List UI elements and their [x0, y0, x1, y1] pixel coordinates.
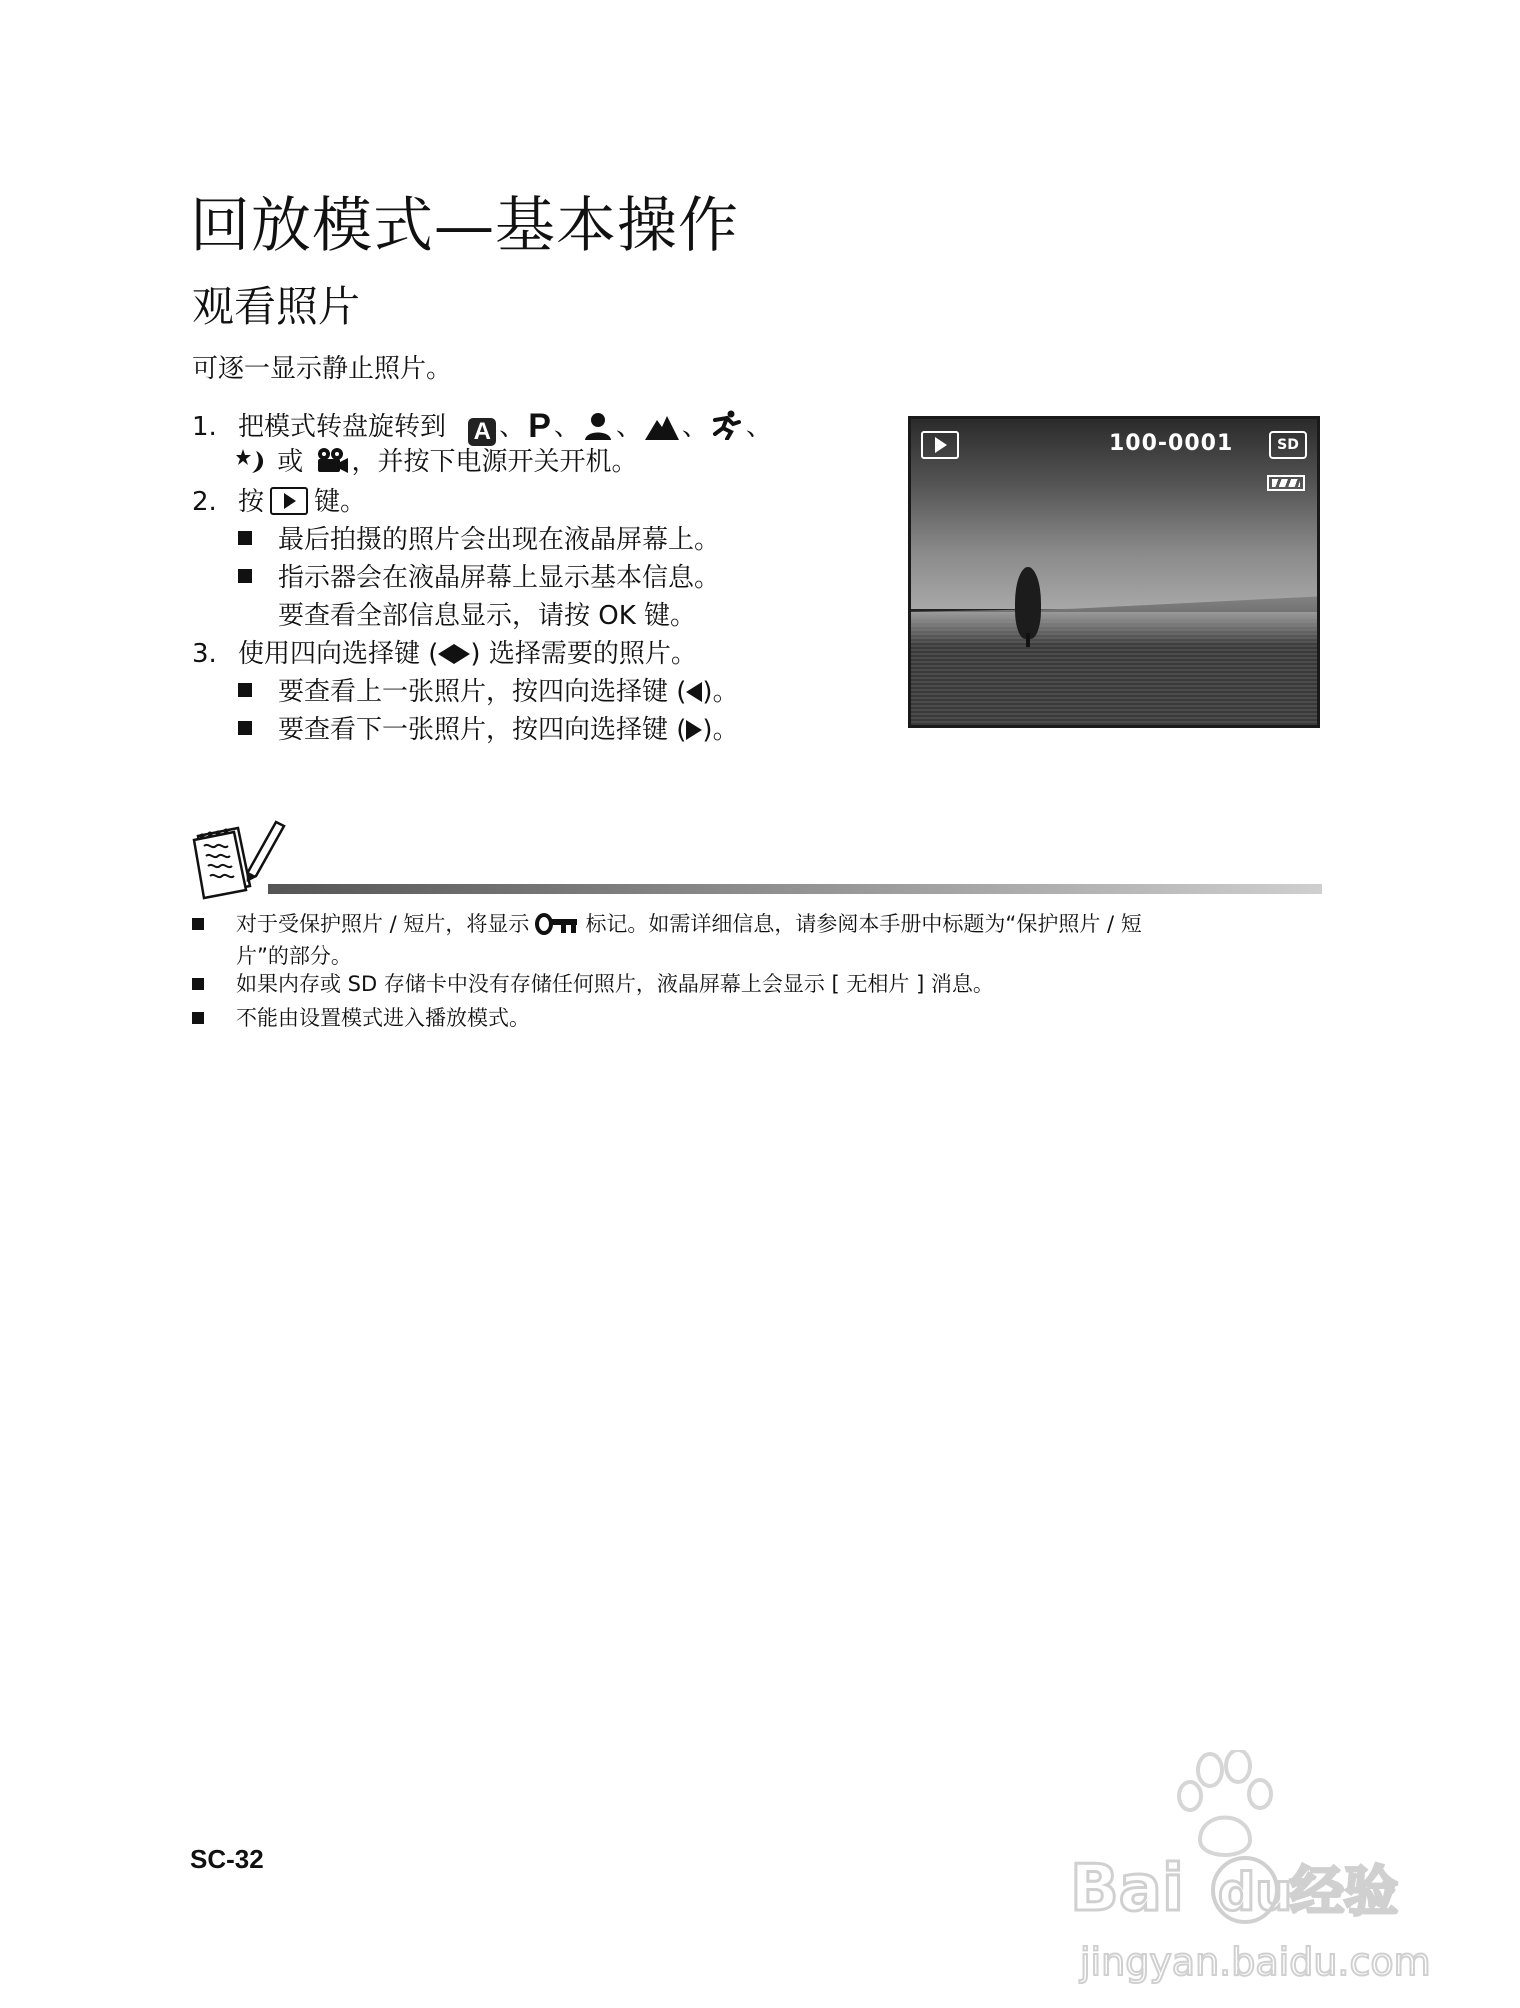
bullet-text: 要查看下一张照片，按四向选择键 (: [278, 715, 687, 745]
svg-text:经验: 经验: [1290, 1860, 1398, 1923]
bullet-icon: [238, 683, 252, 697]
page-title: 回放模式—基本操作: [190, 191, 739, 261]
bullet-text: )。: [702, 677, 739, 707]
note-text: 不能由设置模式进入播放模式。: [236, 1006, 530, 1030]
note-text: 标记。如需详细信息，请参阅本手册中标题为“保护照片 / 短: [585, 912, 1142, 936]
bullet-icon: [238, 531, 252, 545]
separator: 、: [682, 412, 709, 442]
bullet-icon: [192, 978, 204, 990]
step-text: ，并按下电源开关开机。: [351, 447, 638, 477]
right-arrow-icon: [454, 644, 470, 664]
bullet-text: )。: [702, 715, 739, 745]
lcd-tree-trunk: [1026, 633, 1030, 647]
bullet-icon: [192, 1012, 204, 1024]
left-arrow-icon: [686, 682, 702, 702]
svg-text:jingyan.baidu.com: jingyan.baidu.com: [1080, 1940, 1431, 1984]
separator: 、: [746, 412, 773, 442]
night-mode-icon: [236, 447, 266, 483]
step-1-cont: [238, 446, 638, 483]
step-1: [192, 407, 773, 448]
lcd-tree: [1015, 567, 1041, 639]
left-arrow-icon: [438, 644, 454, 664]
sports-mode-icon: [711, 410, 743, 448]
bullet-item: [238, 524, 720, 556]
bullet-icon: [192, 918, 204, 930]
bullet-item: [238, 676, 739, 708]
lcd-sd-card-icon: SD: [1269, 431, 1307, 459]
note-text: 片”的部分。: [236, 944, 352, 968]
step-number: 3.: [192, 639, 217, 669]
note-text: 如果内存或 SD 存储卡中没有存储任何照片，液晶屏幕上会显示 [ 无相片 ] 消息。: [236, 972, 994, 996]
note-item: [192, 1004, 1332, 1032]
lcd-file-number: 100-0001: [1109, 431, 1234, 456]
step-3: [192, 638, 697, 670]
lcd-playback-icon: [921, 431, 959, 459]
section-title: 观看照片: [192, 282, 361, 331]
bullet-icon: [238, 569, 252, 583]
note-item: [192, 910, 1332, 970]
note-item: [192, 970, 1332, 998]
step-number: 2.: [192, 487, 217, 517]
svg-text:Bai: Bai: [1070, 1852, 1184, 1926]
portrait-mode-icon: [583, 412, 613, 448]
right-arrow-icon: [686, 720, 702, 740]
step-text: ) 选择需要的照片。: [470, 639, 697, 669]
step-text: 使用四向选择键 (: [238, 639, 439, 669]
bullet-text: 最后拍摄的照片会出现在液晶屏幕上。: [278, 525, 721, 555]
separator: 、: [553, 412, 580, 442]
lcd-field: [911, 612, 1317, 725]
bullet-item: [238, 562, 720, 594]
program-mode-icon: P: [528, 407, 551, 445]
landscape-mode-icon: [645, 414, 679, 448]
bullet-item-cont: 要查看全部信息显示，请按 OK 键。: [278, 601, 697, 631]
or-text: 或: [277, 447, 304, 477]
step-text: 按: [238, 487, 265, 517]
lcd-battery-icon: [1267, 475, 1305, 491]
bullet-text: 要查看上一张照片，按四向选择键 (: [278, 677, 687, 707]
baidu-watermark: [1060, 1750, 1440, 1994]
bullet-item: [238, 714, 739, 746]
step-number: 1.: [192, 412, 217, 442]
step-text: 键。: [314, 487, 367, 517]
svg-text:du: du: [1218, 1863, 1293, 1923]
auto-mode-icon: A: [468, 418, 496, 446]
step-text: 把模式转盘旋转到: [238, 412, 447, 442]
step-2: [192, 486, 366, 518]
separator: 、: [616, 412, 643, 442]
movie-mode-icon: [315, 447, 349, 483]
protect-key-icon: [535, 913, 579, 942]
lcd-screen-image: [908, 416, 1320, 728]
bullet-icon: [238, 721, 252, 735]
playback-button-icon: [270, 487, 308, 515]
note-divider-bar: [268, 884, 1322, 894]
page-number: SC-32: [190, 1844, 264, 1874]
note-text: 对于受保护照片 / 短片，将显示: [236, 912, 530, 936]
intro-text: 可逐一显示静止照片。: [192, 354, 453, 384]
separator: 、: [499, 412, 526, 442]
bullet-text: 指示器会在液晶屏幕上显示基本信息。: [278, 563, 721, 593]
